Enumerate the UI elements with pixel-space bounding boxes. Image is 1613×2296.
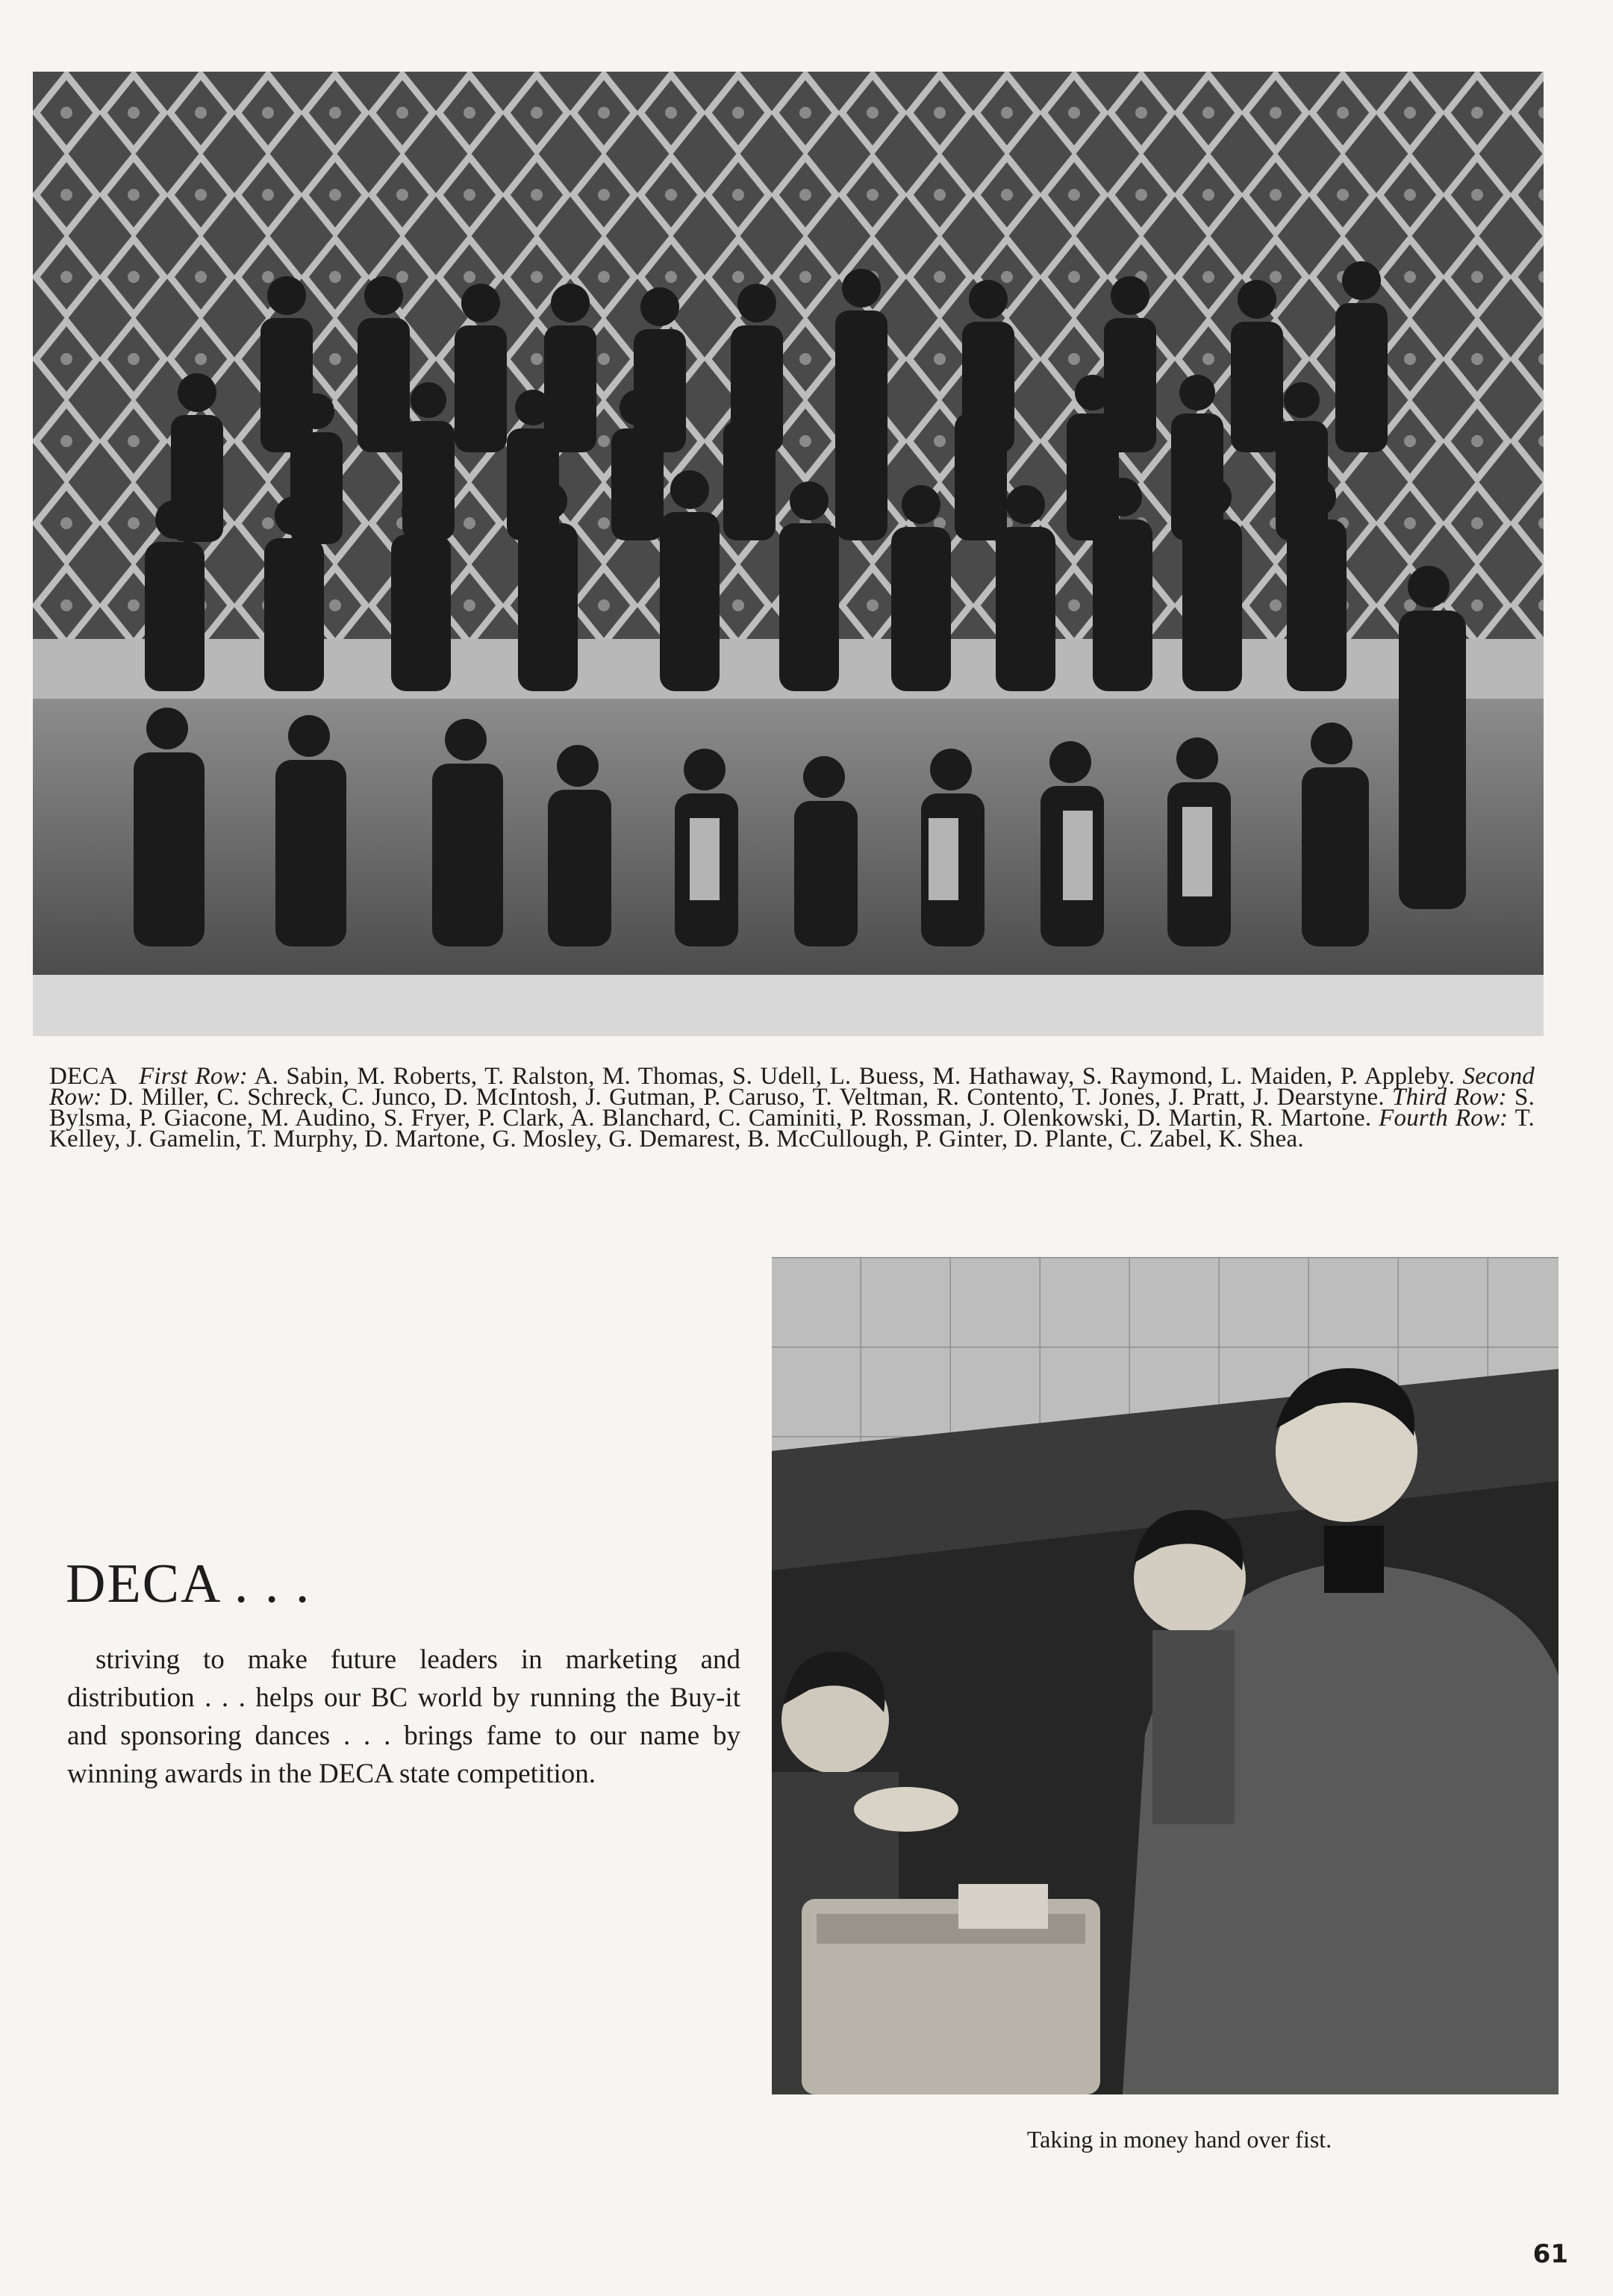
candid-photo-image [772, 1257, 1559, 2094]
section-body: striving to make future leaders in marketing and distribution . . . helps our BC world by running the Buy-it and sponsoring dances . . . brings fame to our name by winning awards in the DECA state competition. [67, 1644, 740, 1789]
caption-row-label-second: Second Row: [49, 1063, 1535, 1111]
caption-row-label-first: First Row: [138, 1063, 248, 1090]
candid-photo [772, 1257, 1559, 2094]
section-title: DECA . . . [66, 1553, 311, 1615]
group-photo-caption [49, 1063, 1535, 1152]
caption-org-label: DECA [49, 1063, 116, 1090]
caption-row-label-third: Third Row: [1392, 1084, 1507, 1111]
caption-row-names-third: S. Bylsma, P. Giacone, M. Audino, S. Fryer, P. Clark, A. Blanchard, C. Caminiti, P. Rossman, J. Olenkowski, D. Martin, R. Martone. [49, 1084, 1535, 1132]
candid-photo-caption: Taking in money hand over fist. [1026, 2126, 1332, 2153]
page-number: 61 [1532, 2239, 1568, 2269]
caption-row-names-second: D. Miller, C. Schreck, C. Junco, D. McIntosh, J. Gutman, P. Caruso, T. Veltman, R. Contento, T. Jones, J. Pratt, J. Dearstyne. [109, 1084, 1385, 1111]
group-photo-image [33, 72, 1544, 1036]
group-photo [33, 72, 1544, 1036]
caption-row-names-first: A. Sabin, M. Roberts, T. Ralston, M. Thomas, S. Udell, L. Buess, M. Hathaway, S. Raymond, L. Maiden, P. Appleby. [254, 1063, 1456, 1090]
caption-row-names-fourth: T. Kelley, J. Gamelin, T. Murphy, D. Martone, G. Mosley, G. Demarest, B. McCullough, P. Ginter, D. Plante, C. Zabel, K. Shea. [49, 1105, 1535, 1152]
caption-row-label-fourth: Fourth Row: [1379, 1105, 1509, 1132]
